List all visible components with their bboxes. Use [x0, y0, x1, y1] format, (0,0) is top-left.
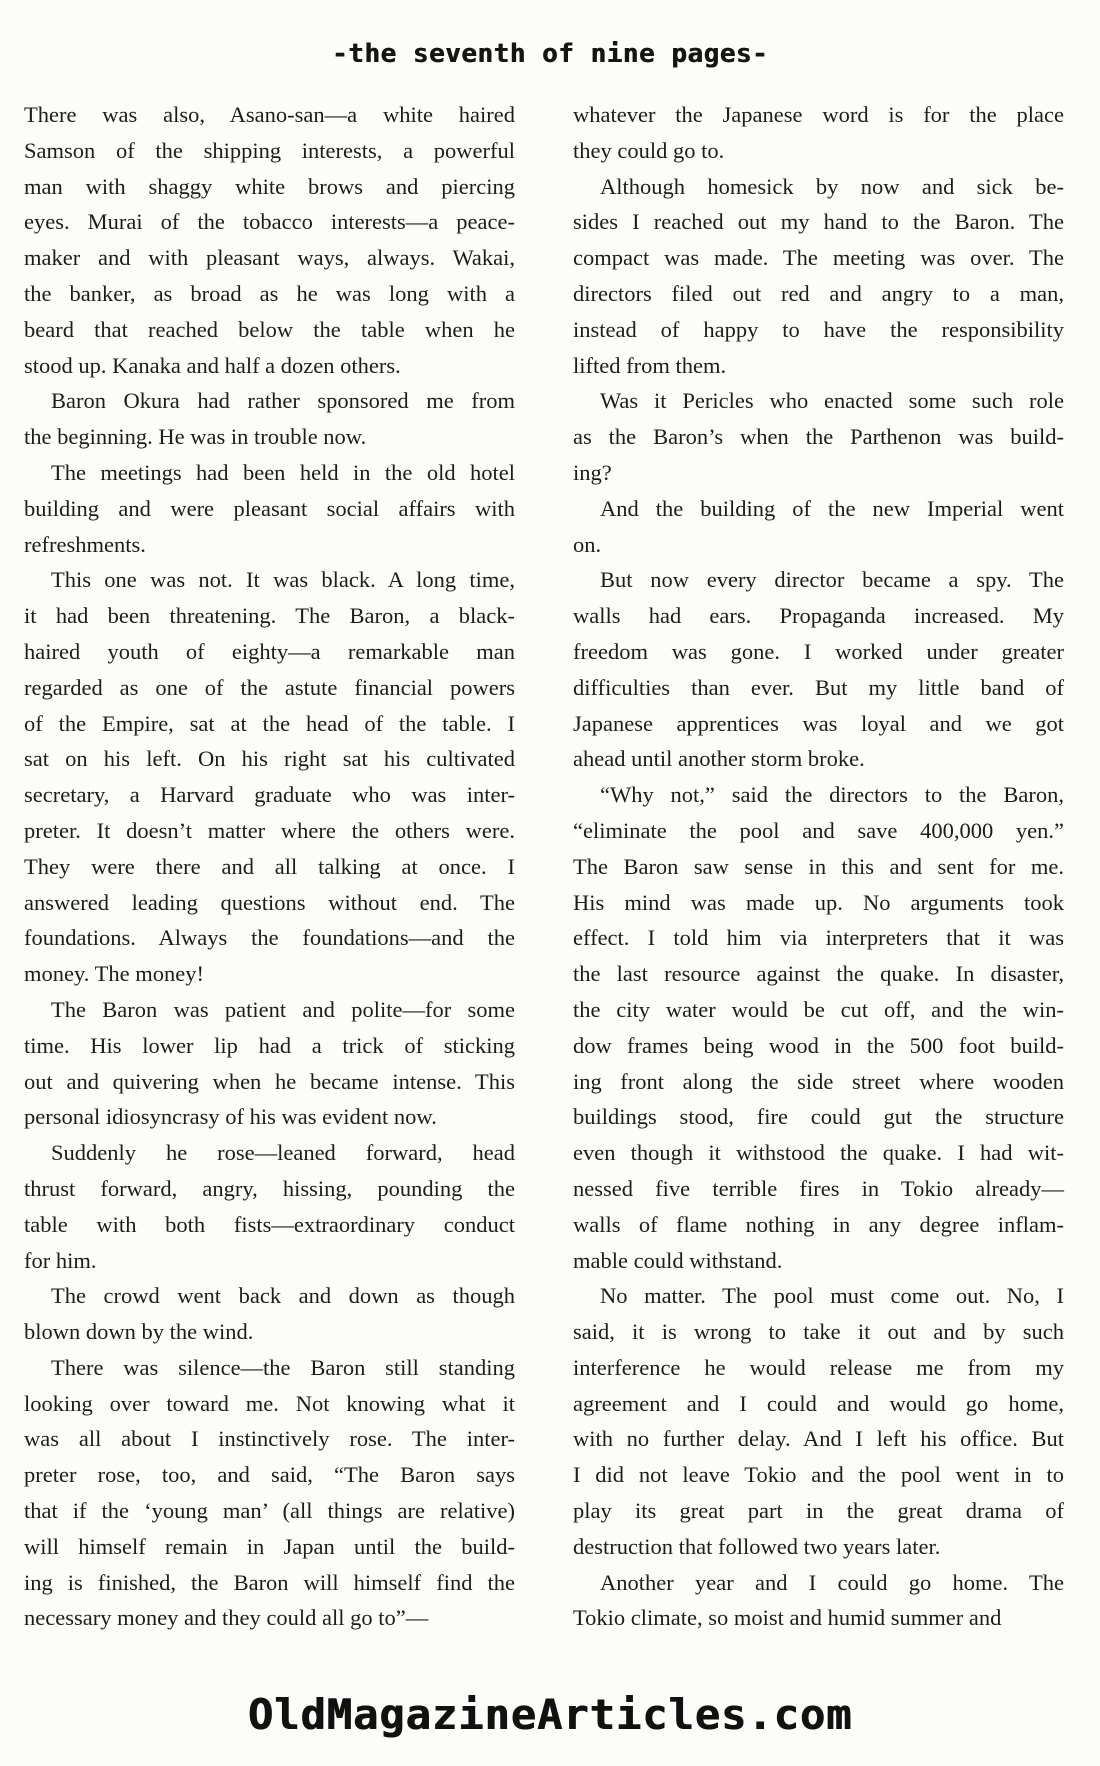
text-line: The crowd went back and down as though [51, 1283, 515, 1309]
text-line: sides I reached out my hand to the Baron. The [573, 209, 1064, 235]
text-line: thrust forward, angry, hissing, pounding the [24, 1175, 515, 1201]
paragraph [24, 455, 515, 562]
text-column-left [24, 97, 515, 1636]
text-line: of the Empire, sat at the head of the table. I [24, 710, 515, 736]
paragraph [573, 491, 1064, 563]
paragraph [24, 1278, 515, 1350]
text-line: nessed five terrible fires in Tokio already— [573, 1175, 1064, 1201]
text-line: they could go to. [573, 137, 725, 163]
paragraph [573, 97, 1064, 169]
text-line: walls had ears. Propaganda increased. My [573, 603, 1064, 629]
text-line: with no further delay. And I left his office. But [573, 1426, 1064, 1452]
text-line: blown down by the wind. [24, 1319, 254, 1345]
text-line: regarded as one of the astute financial powers [24, 674, 515, 700]
text-line: the beginning. He was in trouble now. [24, 424, 367, 450]
text-line: agreement and I could and would go home, [573, 1390, 1064, 1416]
text-line: Although homesick by now and sick be- [600, 173, 1064, 199]
text-line: They were there and all talking at once. I [24, 853, 515, 879]
text-line: freedom was gone. I worked under greater [573, 638, 1064, 664]
text-line: mable could withstand. [573, 1247, 783, 1273]
text-line: for him. [24, 1247, 97, 1273]
text-line: refreshments. [24, 531, 146, 557]
text-line: I did not leave Tokio and the pool went in to [573, 1462, 1064, 1488]
text-line: Another year and I could go home. The [600, 1569, 1064, 1595]
text-line: interference he would release me from my [573, 1354, 1064, 1380]
text-line: “eliminate the pool and save 400,000 yen.” [573, 817, 1064, 843]
paragraph [24, 1135, 515, 1278]
text-line: “Why not,” said the directors to the Baron, [600, 782, 1064, 808]
text-line: time. His lower lip had a trick of sticking [24, 1032, 515, 1058]
text-column-right [573, 97, 1064, 1636]
text-line: ahead until another storm broke. [573, 746, 865, 772]
text-line: sat on his left. On his right sat his cultivated [24, 746, 515, 772]
text-line: ing? [573, 459, 612, 485]
paragraph [573, 1565, 1064, 1637]
text-line: dow frames being wood in the 500 foot build- [573, 1032, 1064, 1058]
text-line: said, it is wrong to take it out and by such [573, 1319, 1064, 1345]
text-line: that if the ‘young man’ (all things are relative) [24, 1498, 515, 1524]
text-line: This one was not. It was black. A long time, [51, 567, 515, 593]
page-number-header: -the seventh of nine pages- [331, 39, 769, 69]
text-line: Baron Okura had rather sponsored me from [51, 388, 515, 414]
text-line: preter. It doesn’t matter where the others were. [24, 817, 515, 843]
text-line: walls of flame nothing in any degree inflam- [573, 1211, 1064, 1237]
text-line: even though it withstood the quake. I had wit- [573, 1140, 1064, 1166]
text-line: No matter. The pool must come out. No, I [600, 1283, 1064, 1309]
text-line: building and were pleasant social affairs with [24, 495, 515, 521]
text-line: difficulties than ever. But my little band of [573, 674, 1064, 700]
paragraph [24, 383, 515, 455]
text-line: the city water would be cut off, and the win- [573, 996, 1064, 1022]
text-line: destruction that followed two years later. [573, 1533, 941, 1559]
text-line: play its great part in the great drama of [573, 1498, 1064, 1524]
paragraph [24, 97, 515, 383]
text-line: the banker, as broad as he was long with a [24, 280, 515, 306]
text-line: maker and with pleasant ways, always. Wakai, [24, 245, 515, 271]
text-line: it had been threatening. The Baron, a black- [24, 603, 515, 629]
text-line: lifted from them. [573, 352, 727, 378]
text-line: will himself remain in Japan until the build- [24, 1533, 515, 1559]
text-line: Was it Pericles who enacted some such role [600, 388, 1064, 414]
paragraph [24, 992, 515, 1135]
text-line: Tokio climate, so moist and humid summer and [573, 1605, 1002, 1631]
text-line: There was silence—the Baron still standing [51, 1354, 515, 1380]
text-line: But now every director became a spy. The [600, 567, 1064, 593]
text-line: necessary money and they could all go to”— [24, 1605, 429, 1631]
text-line: buildings stood, fire could gut the structure [573, 1104, 1064, 1130]
text-line: stood up. Kanaka and half a dozen others. [24, 352, 401, 378]
paragraph [573, 562, 1064, 777]
text-line: The Baron was patient and polite—for some [51, 996, 515, 1022]
site-watermark-text: OldMagazineArticles.com [247, 1690, 853, 1740]
text-line: Samson of the shipping interests, a powerful [24, 137, 515, 163]
text-line: There was also, Asano-san—a white haired [24, 102, 515, 127]
text-line: instead of happy to have the responsibility [573, 316, 1064, 342]
paragraph [573, 169, 1064, 384]
text-line: And the building of the new Imperial went [600, 495, 1064, 521]
text-line: eyes. Murai of the tobacco interests—a peace- [24, 209, 515, 235]
text-line: The meetings had been held in the old hotel [51, 459, 515, 485]
text-line: beard that reached below the table when he [24, 316, 515, 342]
text-line: effect. I told him via interpreters that it was [573, 925, 1064, 951]
text-line: ing front along the side street where wooden [573, 1068, 1064, 1094]
text-line: personal idiosyncrasy of his was evident now. [24, 1104, 437, 1130]
text-line: foundations. Always the foundations—and the [24, 925, 515, 951]
text-line: as the Baron’s when the Parthenon was build- [573, 424, 1064, 450]
paragraph [573, 383, 1064, 490]
text-line: on. [573, 531, 602, 557]
text-line: looking over toward me. Not knowing what it [24, 1390, 515, 1416]
paragraph [24, 562, 515, 992]
paragraph [573, 777, 1064, 1278]
text-line: out and quivering when he became intense. This [24, 1068, 515, 1094]
text-line: money. The money! [24, 961, 204, 987]
text-line: secretary, a Harvard graduate who was inter- [24, 782, 515, 808]
text-line: ing is finished, the Baron will himself find the [24, 1569, 515, 1595]
text-line: man with shaggy white brows and piercing [24, 173, 515, 199]
text-line: answered leading questions without end. The [24, 889, 515, 915]
text-line: table with both fists—extraordinary conduct [24, 1211, 515, 1237]
text-line: The Baron saw sense in this and sent for me. [573, 853, 1064, 879]
text-line: His mind was made up. No arguments took [573, 889, 1064, 915]
paragraph [573, 1278, 1064, 1564]
text-line: the last resource against the quake. In disaster, [573, 961, 1064, 987]
text-line: Japanese apprentices was loyal and we got [573, 710, 1064, 736]
text-line: was all about I instinctively rose. The inter- [24, 1426, 515, 1452]
text-line: whatever the Japanese word is for the place [573, 102, 1064, 127]
text-line: haired youth of eighty—a remarkable man [24, 638, 515, 664]
text-line: compact was made. The meeting was over. The [573, 245, 1064, 271]
text-line: preter rose, too, and said, “The Baron says [24, 1462, 515, 1488]
text-line: directors filed out red and angry to a man, [573, 280, 1064, 306]
article-body [0, 97, 1100, 1636]
paragraph [24, 1350, 515, 1636]
text-line: Suddenly he rose—leaned forward, head [51, 1140, 515, 1166]
